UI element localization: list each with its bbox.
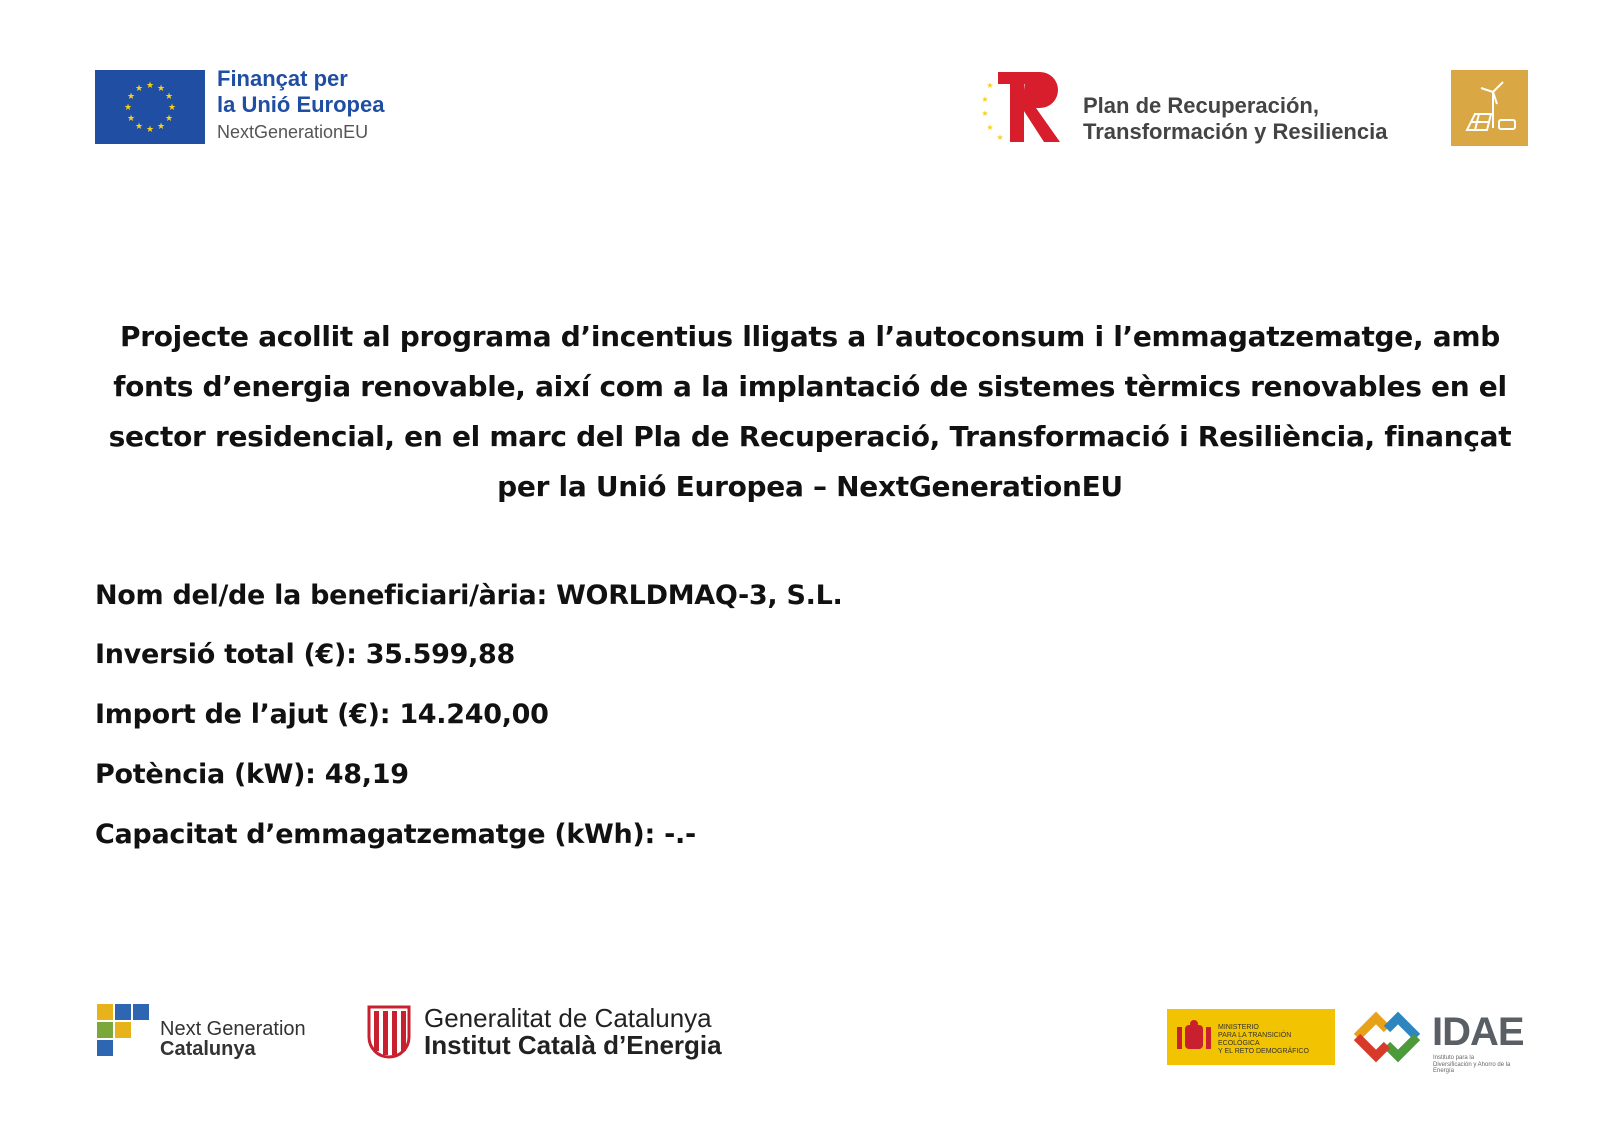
field-label: Capacitat d’emmagatzematge (kWh): [95, 819, 655, 850]
power-field [95, 759, 409, 790]
aid-amount-field [95, 699, 549, 730]
svg-text:★: ★ [134, 122, 144, 132]
idae-logo-subtitle: Instituto para la Diversificación y Ahorro de la Energía [1433, 1055, 1511, 1075]
generalitat-shield-icon [365, 1005, 413, 1059]
ngc-logo-mark [97, 1004, 151, 1058]
prtr-logo-text [1083, 93, 1387, 146]
svg-text:★: ★ [126, 92, 136, 102]
field-value: 14.240,00 [399, 699, 549, 730]
svg-text:★: ★ [126, 114, 136, 124]
svg-text:★: ★ [156, 84, 166, 94]
svg-text:★: ★ [123, 103, 133, 113]
storage-capacity-field [95, 819, 696, 850]
generalitat-logo-line2: Institut Català d’Energia [424, 1030, 722, 1061]
svg-text:★: ★ [996, 133, 1004, 142]
total-investment-field [95, 639, 515, 670]
ngc-logo-line2: Catalunya [160, 1038, 256, 1060]
spain-coat-of-arms-icon [1175, 1019, 1213, 1055]
svg-text:★: ★ [145, 125, 155, 135]
eu-logo-text [217, 66, 384, 143]
ministerio-line3: Y EL RETO DEMOGRÁFICO [1218, 1048, 1309, 1056]
field-label: Inversió total (€): [95, 639, 357, 670]
svg-text:★: ★ [981, 109, 989, 118]
svg-text:★: ★ [981, 95, 989, 104]
energy-tile-icon [1451, 70, 1528, 146]
field-value: 48,19 [324, 759, 409, 790]
generalitat-logo-text [424, 1005, 722, 1060]
generalitat-logo-line1: Generalitat de Catalunya [424, 1003, 712, 1033]
svg-text:★: ★ [167, 103, 177, 113]
ministerio-logo-text [1218, 1024, 1328, 1056]
field-label: Import de l’ajut (€): [95, 699, 391, 730]
svg-text:★: ★ [164, 114, 174, 124]
project-description: Projecte acollit al programa d’incentius lligats a l’autoconsum i l’emmagatzematge, amb fonts d’energia renovable, així com a la implantació de sistemes tèrmics renovables en el sector residencial, en el marc del Pla de Recuperació, Transformació i Resiliència, finançat per la Unió Europea – NextGenerationEU [108, 320, 1512, 503]
ngc-logo-text [160, 1019, 306, 1059]
svg-text:★: ★ [164, 92, 174, 102]
eu-logo-line3: NextGenerationEU [217, 121, 369, 142]
eu-logo-line2: la Unió Europea [217, 92, 385, 118]
prtr-logo-mark [980, 68, 1070, 146]
prtr-logo-line2: Transformación y Resiliencia [1083, 119, 1388, 145]
svg-text:★: ★ [986, 81, 994, 90]
svg-text:★: ★ [156, 122, 166, 132]
ministerio-line2: PARA LA TRANSICIÓN ECOLÓGICA [1218, 1032, 1292, 1048]
field-label: Nom del/de la beneficiari/ària: [95, 580, 547, 611]
field-value: -.- [664, 819, 696, 850]
idae-logo-text: IDAE [1432, 1010, 1524, 1054]
ministerio-line1: MINISTERIO [1218, 1024, 1259, 1031]
ngc-logo-line1: Next Generation [160, 1018, 306, 1040]
field-value: WORLDMAQ-3, S.L. [556, 580, 843, 611]
idae-logo-mark [1347, 1008, 1427, 1066]
eu-flag-logo [95, 70, 205, 144]
field-value: 35.599,88 [365, 639, 516, 670]
beneficiary-field [95, 580, 842, 611]
eu-logo-line1: Finançat per [217, 66, 348, 91]
field-label: Potència (kW): [95, 759, 316, 790]
svg-text:★: ★ [134, 84, 144, 94]
svg-text:★: ★ [145, 81, 155, 91]
prtr-logo-line1: Plan de Recuperación, [1083, 93, 1319, 118]
svg-text:★: ★ [986, 123, 994, 132]
